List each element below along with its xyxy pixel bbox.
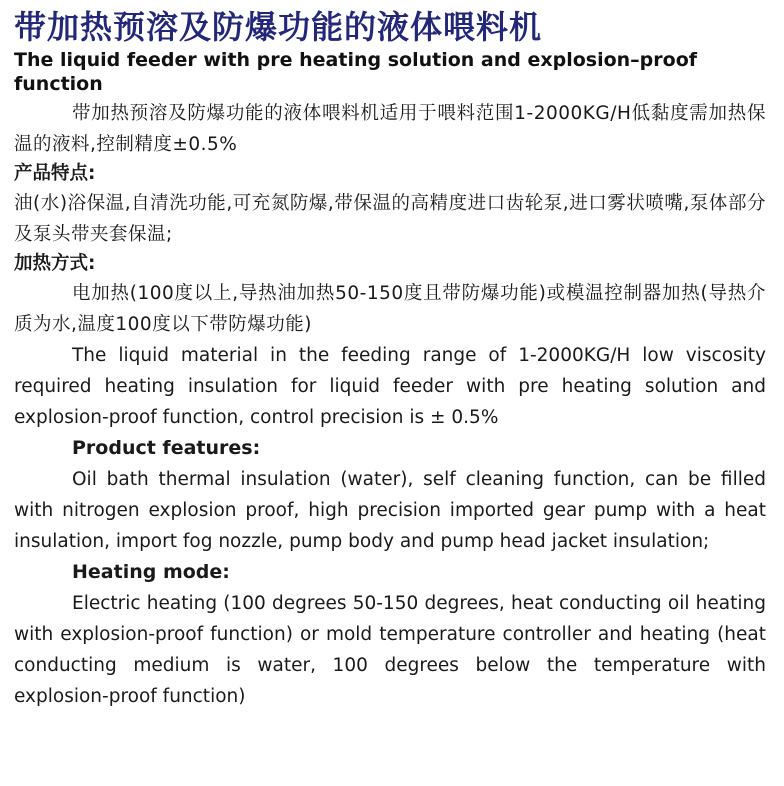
title-chinese: 带加热预溶及防爆功能的液体喂料机 [14, 8, 543, 46]
title-english: The liquid feeder with pre heating solution and explosion–proof function [14, 49, 698, 95]
features-chinese: 油(水)浴保温,自清洗功能,可充氮防爆,带保温的高精度进口齿轮泵,进口雾状喷嘴,泵体部分及泵头带夹套保温; [14, 193, 766, 245]
heating-chinese: 电加热(100度以上,导热油加热50-150度且带防爆功能)或模温控制器加热(导热介质为水,温度100度以下带防爆功能) [14, 283, 766, 335]
heating-heading-english: Heating mode: [72, 561, 230, 583]
features-heading-chinese: 产品特点: [14, 163, 96, 184]
intro-chinese: 带加热预溶及防爆功能的液体喂料机适用于喂料范围1-2000KG/H低黏度需加热保温的液料,控制精度±0.5% [14, 103, 766, 155]
features-heading-english: Product features: [72, 437, 261, 459]
intro-english: The liquid material in the feeding range of 1-2000KG/H low viscosity required heating insulation for liquid feeder with pre heating solution and explosion-proof function, control precision is ± 0.5% [14, 345, 766, 428]
heating-english: Electric heating (100 degrees 50-150 degrees, heat conducting oil heating with explosion-proof function) or mold temperature controller and heating (heat conducting medium is water, 100 degrees below the temperature with explosion-proof function) [14, 593, 766, 707]
features-english: Oil bath thermal insulation (water), self cleaning function, can be filled with nitrogen explosion proof, high precision imported gear pump with a heat insulation, import fog nozzle, pump body and pump head jacket insulation; [14, 469, 766, 552]
heating-heading-chinese: 加热方式: [14, 253, 96, 274]
